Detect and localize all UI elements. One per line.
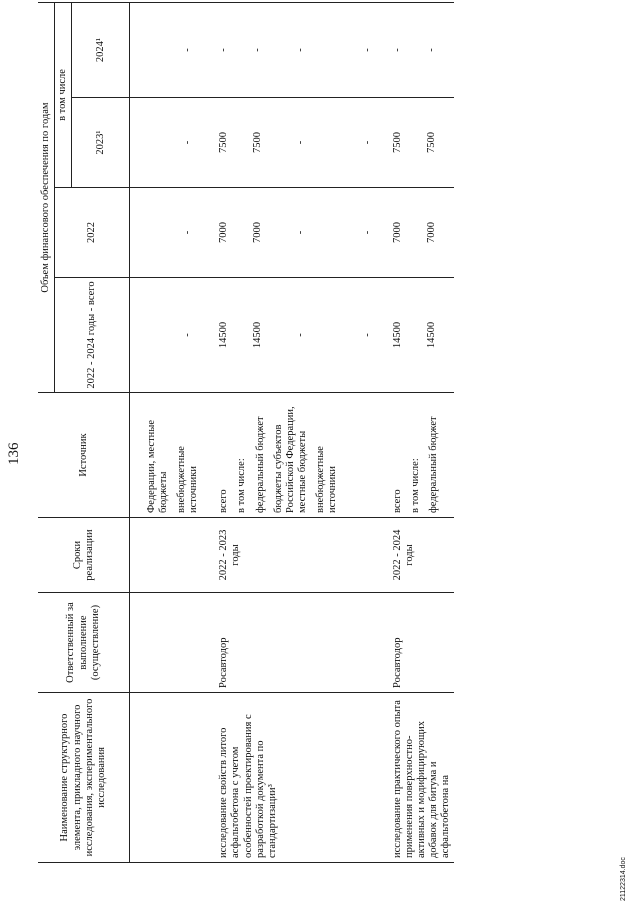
table-row xyxy=(390,2,454,862)
source-text: всего xyxy=(391,489,403,513)
source-text: федеральный бюджет xyxy=(254,416,266,513)
page-number: 136 xyxy=(6,442,22,465)
source-text: в том числе: xyxy=(236,458,248,513)
col-header-total: 2022 - 2024 годы - всего xyxy=(55,278,130,393)
y2023-cell: 7500 7500 - - xyxy=(216,98,375,188)
y2024-cell: - xyxy=(144,2,202,97)
source-cell xyxy=(390,393,454,518)
source-text: в том числе: xyxy=(409,458,421,513)
y2024-cell: - - - - xyxy=(216,2,375,97)
period-cell: 2022 - 2024 годы xyxy=(390,518,454,593)
col-header-period: Сроки реализации xyxy=(38,518,130,593)
y2022-cell: 7000 7000 - - xyxy=(216,188,375,278)
source-text: внебюджетные источники xyxy=(314,446,338,513)
y2023-cell: 7500 7500 xyxy=(390,98,454,188)
responsible-cell: Росавтодор xyxy=(216,593,375,693)
y2022-cell: - xyxy=(144,188,202,278)
col-header-2023: 2023¹ xyxy=(72,98,130,188)
source-cell xyxy=(216,393,375,518)
source-text: всего xyxy=(218,489,230,513)
element-name: исследование свойств литого асфальтобетона с учетом особенностей проектирования с разработкой документа по стандартизации³ xyxy=(216,693,375,863)
source-text: внебюджетные источники xyxy=(176,446,200,513)
col-header-2024: 2024¹ xyxy=(72,2,130,97)
source-cell xyxy=(144,393,202,518)
col-header-volume: Объем финансового обеспечения по годам xyxy=(38,2,55,392)
y2024-cell: - - xyxy=(390,2,454,97)
table-row xyxy=(144,2,202,862)
y2022-cell: 7000 7000 xyxy=(390,188,454,278)
col-header-name: Наименование структурного элемента, прикладного научного исследования, экспериментального исследования xyxy=(38,693,130,863)
source-text: федеральный бюджет xyxy=(427,416,439,513)
total-cell: 14500 14500 - - xyxy=(216,278,375,393)
col-header-source: Источник xyxy=(38,393,130,518)
source-text: бюджеты субъектов Российской Федерации, местные бюджеты xyxy=(272,406,308,513)
col-header-including: в том числе xyxy=(55,2,72,187)
period-cell: 2022 - 2023 годы xyxy=(216,518,375,593)
funding-table xyxy=(38,2,454,863)
col-header-2022: 2022 xyxy=(55,188,130,278)
total-cell: 14500 14500 xyxy=(390,278,454,393)
y2023-cell: - xyxy=(144,98,202,188)
table-row xyxy=(216,2,375,862)
document-footer: 21122314.doc xyxy=(620,857,627,901)
total-cell: - xyxy=(144,278,202,393)
col-header-responsible: Ответственный за выполнение (осуществление) xyxy=(38,593,130,693)
responsible-cell: Росавтодор xyxy=(390,593,454,693)
element-name: исследование практического опыта применения поверхностно-активных и модифицирующих добавок для битума и асфальтобетона на xyxy=(390,693,454,863)
source-text: Федерации, местные бюджеты xyxy=(146,420,170,513)
